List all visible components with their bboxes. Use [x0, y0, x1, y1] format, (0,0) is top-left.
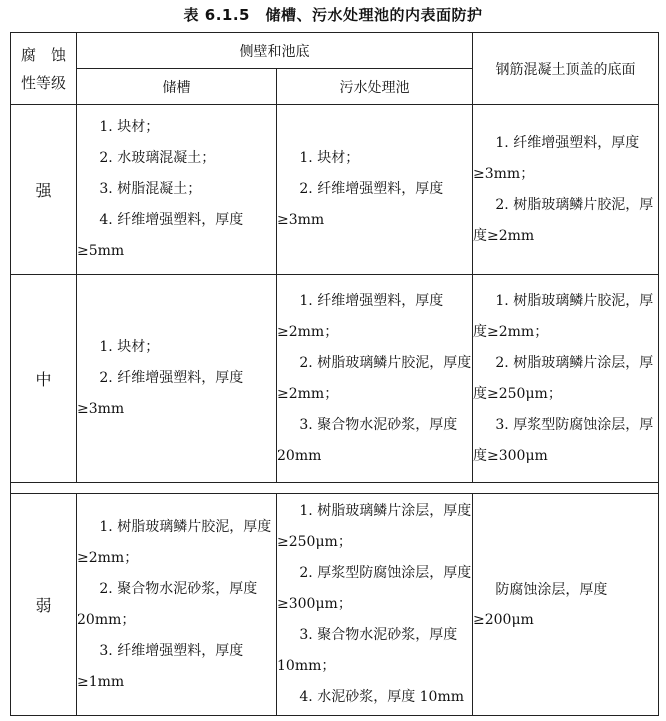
- list-item: 1. 纤维增强塑料，厚度≥3mm；: [473, 134, 640, 182]
- list-item: 1. 块材；: [99, 339, 160, 355]
- list-item: 3. 纤维增强塑料，厚度≥1mm: [77, 642, 244, 690]
- list-item: 1. 块材；: [99, 119, 160, 135]
- header-storage-tank: 储槽: [77, 69, 277, 105]
- top-cell: [473, 494, 659, 716]
- table-row: [11, 105, 659, 275]
- header-grade-line1: 腐 蚀: [20, 45, 66, 64]
- sewage-cell: [277, 494, 473, 716]
- sewage-cell: [277, 275, 473, 483]
- list-item: 4. 纤维增强塑料，厚度≥5mm: [77, 212, 244, 259]
- list-item: 1. 纤维增强塑料，厚度≥2mm；: [277, 292, 444, 340]
- top-cell: [473, 105, 659, 275]
- header-grade-line2: 性等级: [20, 73, 66, 92]
- list-item: 2. 树脂玻璃鳞片涂层，厚度≥250μm；: [473, 354, 654, 402]
- top-cell: [473, 275, 659, 483]
- list-item: 3. 厚浆型防腐蚀涂层，厚度≥300μm: [473, 416, 654, 464]
- header-grade: [11, 33, 77, 105]
- list-item: 4. 水泥砂浆，厚度 10mm: [299, 689, 465, 705]
- list-item: 2. 厚浆型防腐蚀涂层，厚度≥300μm；: [277, 565, 472, 612]
- list-item: 1. 树脂玻璃鳞片胶泥，厚度≥2mm；: [473, 292, 654, 340]
- list-item: 2. 水玻璃混凝土；: [99, 150, 216, 166]
- table-row: [11, 494, 659, 716]
- header-side-bottom: 侧壁和池底: [77, 33, 473, 69]
- list-item: 防腐蚀涂层，厚度≥200μm: [473, 581, 608, 628]
- header-sewage-pool: 污水处理池: [277, 69, 473, 105]
- list-item: 2. 树脂玻璃鳞片胶泥，厚度≥2mm；: [277, 354, 472, 402]
- list-item: 1. 树脂玻璃鳞片涂层，厚度≥250μm；: [277, 503, 472, 550]
- protection-table: [10, 32, 659, 716]
- list-item: 2. 树脂玻璃鳞片胶泥，厚度≥2mm: [473, 196, 654, 244]
- list-item: 2. 纤维增强塑料，厚度≥3mm: [77, 370, 244, 417]
- list-item: 2. 聚合物水泥砂浆，厚度 20mm；: [77, 580, 258, 628]
- list-item: 3. 树脂混凝土；: [99, 181, 202, 197]
- grade-cell: 中: [11, 275, 77, 483]
- list-item: 1. 块材；: [299, 150, 360, 166]
- list-item: 3. 聚合物水泥砂浆，厚度 20mm: [277, 416, 458, 464]
- list-item: 3. 聚合物水泥砂浆，厚度 10mm；: [277, 627, 458, 674]
- list-item: 1. 树脂玻璃鳞片胶泥，厚度≥2mm；: [77, 518, 272, 566]
- list-item: 2. 纤维增强塑料，厚度≥3mm: [277, 181, 444, 228]
- storage-cell: [77, 275, 277, 483]
- header-rc-top: 钢筋混凝土顶盖的底面: [473, 33, 659, 105]
- table-row: [11, 275, 659, 483]
- sewage-cell: [277, 105, 473, 275]
- grade-cell: 弱: [11, 494, 77, 716]
- grade-cell: 强: [11, 105, 77, 275]
- row-gap: [11, 483, 659, 494]
- storage-cell: [77, 494, 277, 716]
- storage-cell: [77, 105, 277, 275]
- table-title: 表 6.1.5 储槽、污水处理池的内表面防护: [183, 6, 483, 24]
- header-row-1: [11, 33, 659, 69]
